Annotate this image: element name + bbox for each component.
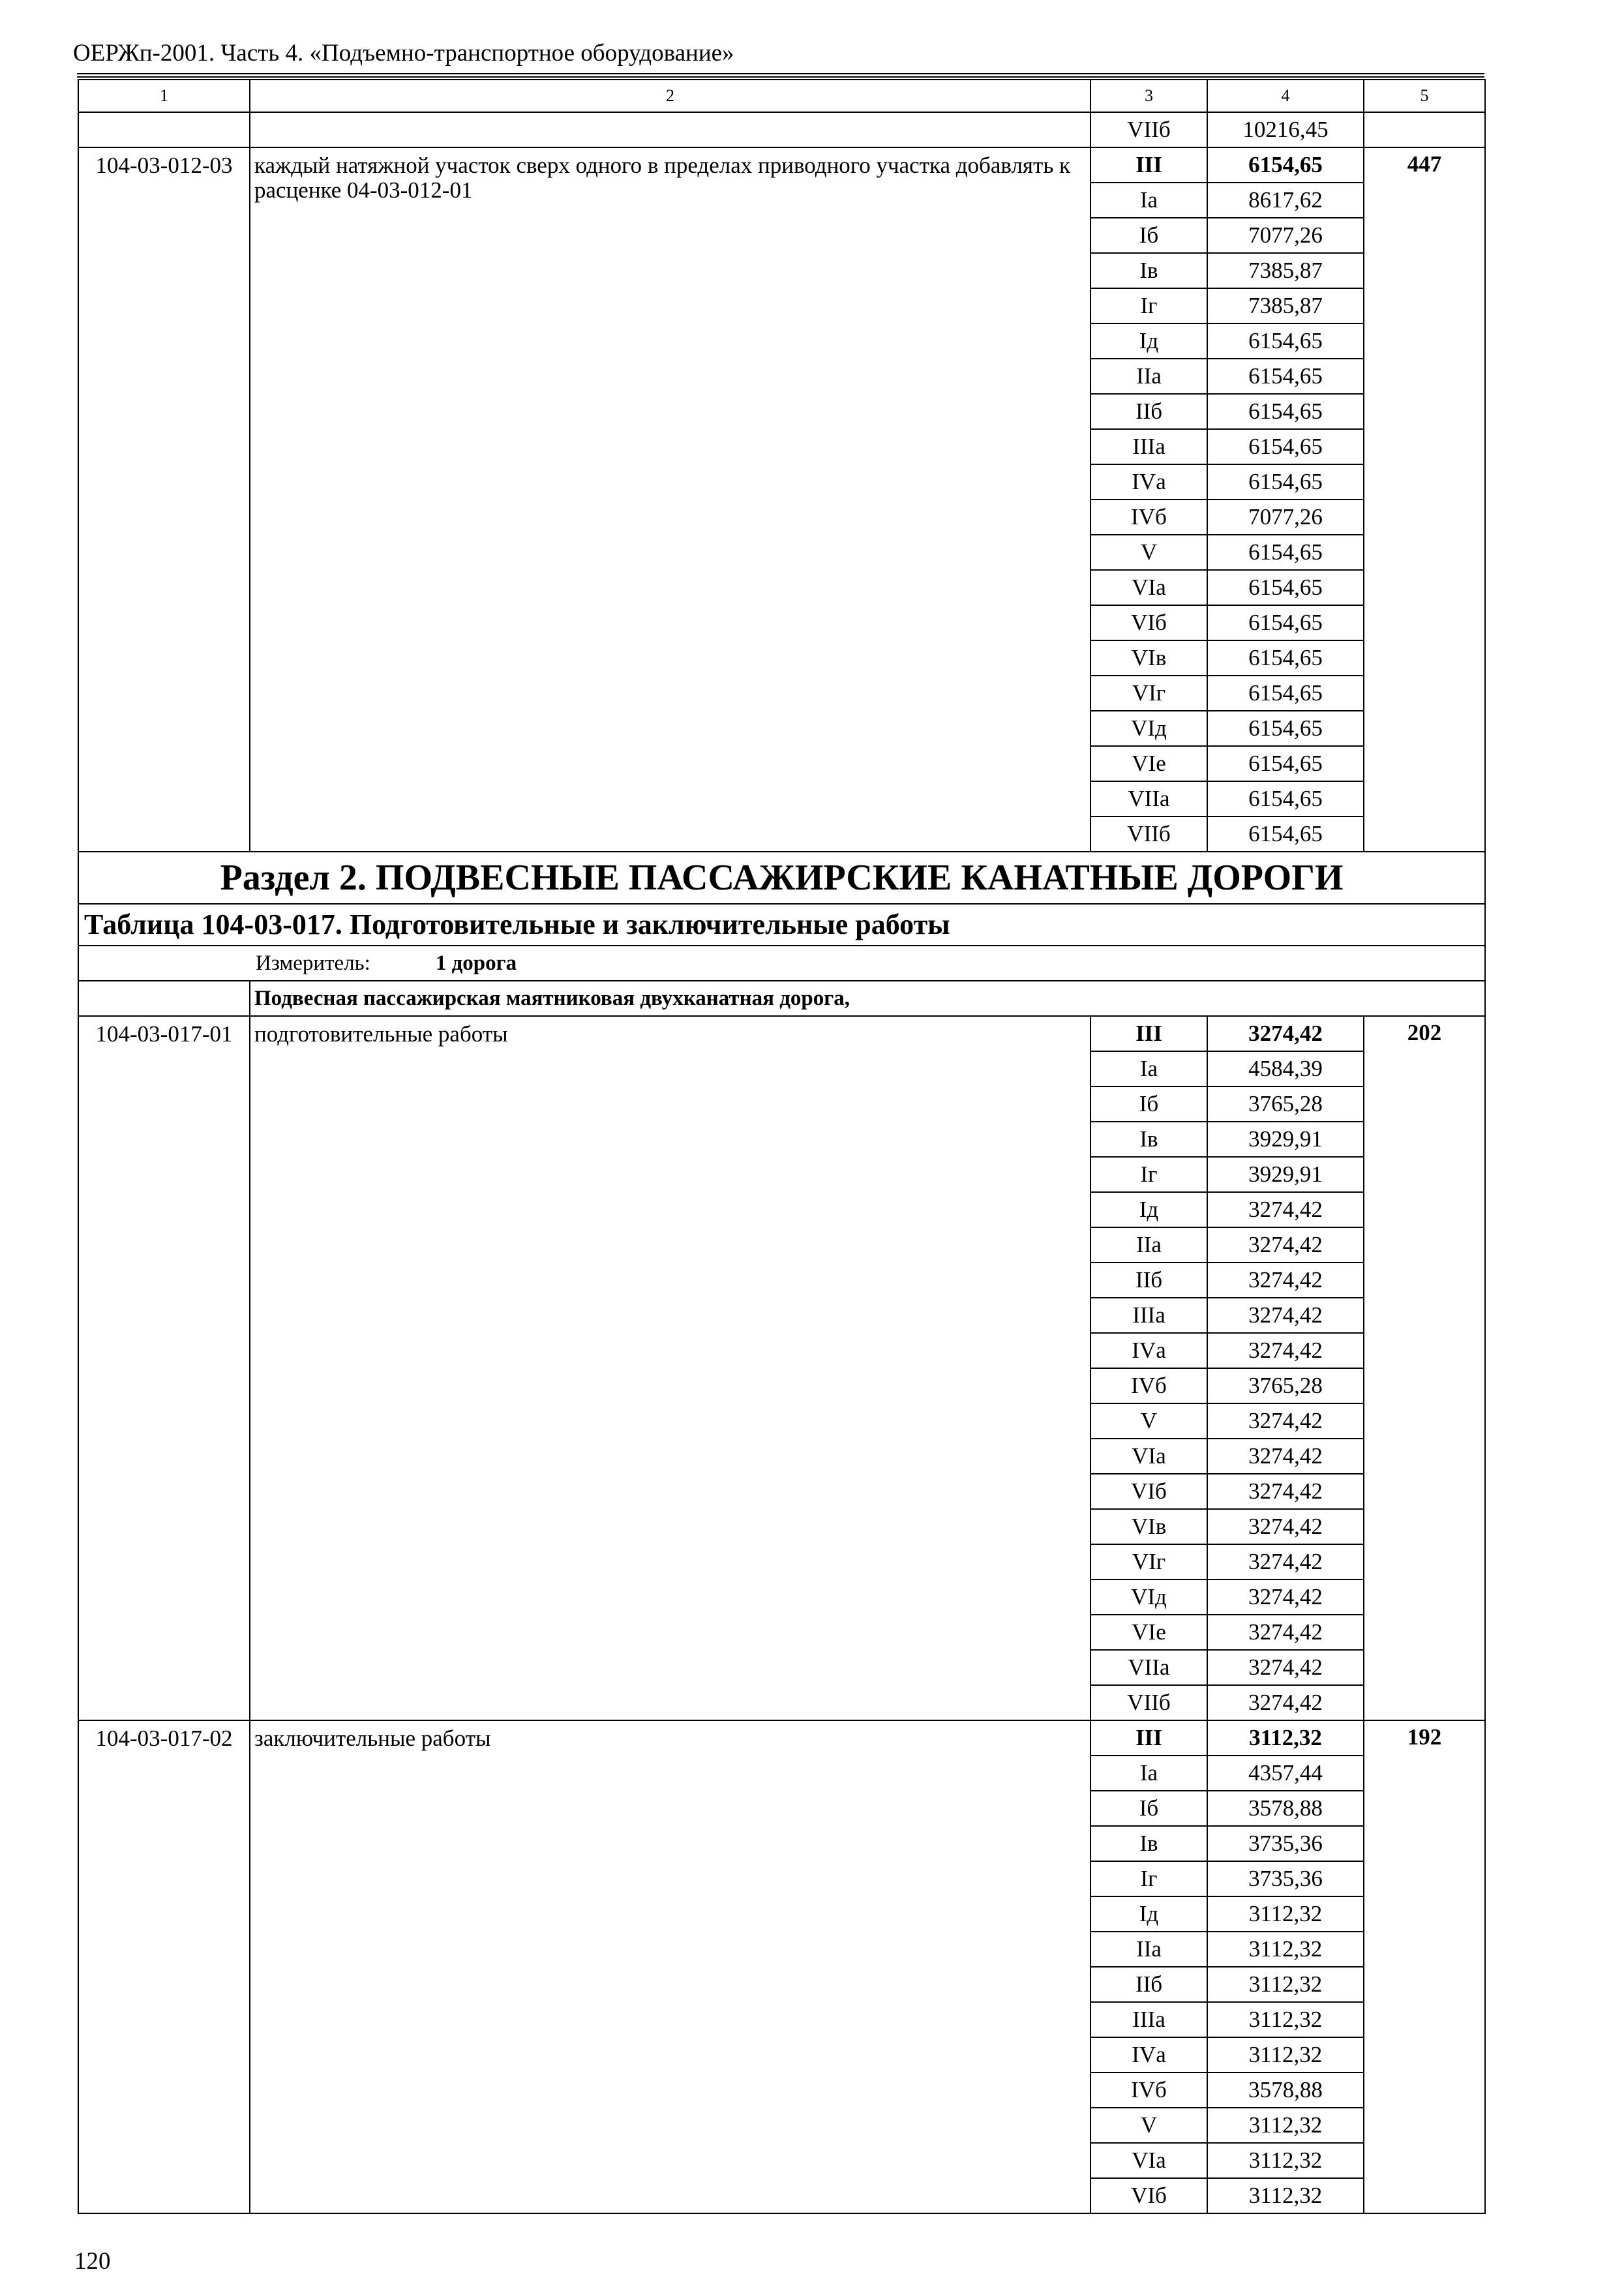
zone-cell: Iб — [1090, 218, 1207, 253]
price-cell: 3112,32 — [1207, 1896, 1364, 1932]
description-cell: каждый натяжной участок сверх одного в пределах приводного участка добавлять к расценке 04-03-012-01 — [250, 147, 1090, 852]
price-cell: 3274,42 — [1207, 1192, 1364, 1227]
zone-cell: IIа — [1090, 1932, 1207, 1967]
page-number: 120 — [74, 2248, 111, 2275]
price-cell: 3112,32 — [1207, 2108, 1364, 2143]
zone-cell: VIа — [1090, 570, 1207, 605]
price-cell: 3274,42 — [1207, 1333, 1364, 1368]
table-row — [78, 1720, 1485, 1756]
zone-cell: Iб — [1090, 1791, 1207, 1826]
zone-cell: Iд — [1090, 1896, 1207, 1932]
zone-cell: VIг — [1090, 1544, 1207, 1579]
price-cell: 3274,42 — [1207, 1544, 1364, 1579]
extra-cell: 447 — [1364, 147, 1485, 852]
description-cell: подготовительные работы — [250, 1016, 1090, 1720]
price-cell: 3578,88 — [1207, 2072, 1364, 2108]
description-cell: заключительные работы — [250, 1720, 1090, 2213]
zone-cell: IVб — [1090, 2072, 1207, 2108]
price-cell: 6154,65 — [1207, 605, 1364, 640]
code-cell: 104-03-017-02 — [78, 1720, 250, 2213]
zone-cell: VIа — [1090, 1439, 1207, 1474]
price-cell: 6154,65 — [1207, 640, 1364, 676]
column-number: 5 — [1364, 80, 1485, 112]
zone-cell: VIе — [1090, 746, 1207, 781]
price-cell: 6154,65 — [1207, 535, 1364, 570]
zone-cell: V — [1090, 2108, 1207, 2143]
price-cell: 3112,32 — [1207, 1932, 1364, 1967]
price-cell: 3274,42 — [1207, 1263, 1364, 1298]
price-cell: 3735,36 — [1207, 1861, 1364, 1896]
zone-cell: VIв — [1090, 640, 1207, 676]
zone-cell: IVа — [1090, 2037, 1207, 2072]
measure-value: 1 дорога — [435, 951, 517, 975]
price-cell: 6154,65 — [1207, 676, 1364, 711]
price-cell: 3112,32 — [1207, 1967, 1364, 2002]
price-cell: 4357,44 — [1207, 1756, 1364, 1791]
zone-cell: Iд — [1090, 1192, 1207, 1227]
zone-cell: V — [1090, 535, 1207, 570]
price-cell: 4584,39 — [1207, 1051, 1364, 1086]
zone-cell: VIв — [1090, 1509, 1207, 1544]
price-cell: 3274,42 — [1207, 1650, 1364, 1685]
price-cell: 7077,26 — [1207, 218, 1364, 253]
measure-row — [78, 946, 1485, 981]
zone-cell: III — [1090, 147, 1207, 183]
price-cell: 6154,65 — [1207, 464, 1364, 500]
zone-cell: IIа — [1090, 359, 1207, 394]
price-cell: 3274,42 — [1207, 1227, 1364, 1263]
price-cell: 6154,65 — [1207, 816, 1364, 852]
price-cell: 7385,87 — [1207, 253, 1364, 288]
price-cell: 3112,32 — [1207, 2002, 1364, 2037]
zone-cell: VIIб — [1090, 816, 1207, 852]
zone-cell: Iв — [1090, 1826, 1207, 1861]
zone-cell: VIг — [1090, 676, 1207, 711]
description-cell — [250, 112, 1090, 147]
price-cell: 6154,65 — [1207, 746, 1364, 781]
extra-cell: 202 — [1364, 1016, 1485, 1720]
price-cell: 6154,65 — [1207, 429, 1364, 464]
price-cell: 6154,65 — [1207, 359, 1364, 394]
section-title: Раздел 2. ПОДВЕСНЫЕ ПАССАЖИРСКИЕ КАНАТНЫЕ ДОРОГИ — [78, 852, 1485, 904]
zone-cell: Iа — [1090, 1051, 1207, 1086]
zone-cell: IVб — [1090, 1368, 1207, 1403]
code-cell — [78, 981, 250, 1016]
zone-cell: VIIб — [1090, 112, 1207, 147]
price-cell: 3274,42 — [1207, 1403, 1364, 1439]
zone-cell: VIд — [1090, 711, 1207, 746]
zone-cell: VIIа — [1090, 1650, 1207, 1685]
zone-cell: IIа — [1090, 1227, 1207, 1263]
header-rule-secondary — [77, 76, 1484, 78]
rates-table-body — [78, 80, 1485, 2213]
column-number: 4 — [1207, 80, 1364, 112]
zone-cell: III — [1090, 1016, 1207, 1051]
zone-cell: VIе — [1090, 1615, 1207, 1650]
zone-cell: Iв — [1090, 253, 1207, 288]
measure-label: Измеритель: — [256, 951, 370, 975]
price-cell: 6154,65 — [1207, 781, 1364, 816]
price-cell: 6154,65 — [1207, 394, 1364, 429]
price-cell: 3274,42 — [1207, 1474, 1364, 1509]
zone-cell: IVа — [1090, 1333, 1207, 1368]
price-cell: 8617,62 — [1207, 183, 1364, 218]
price-cell: 10216,45 — [1207, 112, 1364, 147]
subheading-row — [78, 981, 1485, 1016]
table-row — [78, 112, 1485, 147]
price-cell: 6154,65 — [1207, 711, 1364, 746]
table-title: Таблица 104-03-017. Подготовительные и заключительные работы — [78, 904, 1485, 946]
column-number-row — [78, 80, 1485, 112]
zone-cell: VIб — [1090, 605, 1207, 640]
zone-cell: IIIа — [1090, 1298, 1207, 1333]
zone-cell: IIб — [1090, 394, 1207, 429]
section-row — [78, 852, 1485, 904]
header-rule — [77, 73, 1484, 74]
price-cell: 3274,42 — [1207, 1298, 1364, 1333]
zone-cell: IIIа — [1090, 2002, 1207, 2037]
price-cell: 3112,32 — [1207, 2037, 1364, 2072]
price-cell: 3112,32 — [1207, 2178, 1364, 2213]
zone-cell: VIIа — [1090, 781, 1207, 816]
zone-cell: III — [1090, 1720, 1207, 1756]
zone-cell: Iг — [1090, 1861, 1207, 1896]
price-cell: 3578,88 — [1207, 1791, 1364, 1826]
zone-cell: IIб — [1090, 1967, 1207, 2002]
price-cell: 3274,42 — [1207, 1439, 1364, 1474]
price-cell: 3929,91 — [1207, 1122, 1364, 1157]
price-cell: 3765,28 — [1207, 1086, 1364, 1122]
zone-cell: IVб — [1090, 500, 1207, 535]
zone-cell: Iб — [1090, 1086, 1207, 1122]
price-cell: 3112,32 — [1207, 2143, 1364, 2178]
zone-cell: Iа — [1090, 183, 1207, 218]
zone-cell: VIб — [1090, 1474, 1207, 1509]
price-cell: 3735,36 — [1207, 1826, 1364, 1861]
table-title-row — [78, 904, 1485, 946]
zone-cell: VIб — [1090, 2178, 1207, 2213]
table-row — [78, 1016, 1485, 1051]
zone-cell: IIб — [1090, 1263, 1207, 1298]
price-cell: 3274,42 — [1207, 1685, 1364, 1720]
zone-cell: IIIа — [1090, 429, 1207, 464]
price-cell: 3112,32 — [1207, 1720, 1364, 1756]
measure-cell — [78, 946, 1485, 981]
price-cell: 7077,26 — [1207, 500, 1364, 535]
zone-cell: VIIб — [1090, 1685, 1207, 1720]
price-cell: 3274,42 — [1207, 1509, 1364, 1544]
zone-cell: IVа — [1090, 464, 1207, 500]
zone-cell: Iг — [1090, 288, 1207, 323]
price-cell: 6154,65 — [1207, 147, 1364, 183]
table-row — [78, 147, 1485, 183]
code-cell: 104-03-017-01 — [78, 1016, 250, 1720]
column-number: 3 — [1090, 80, 1207, 112]
code-cell — [78, 112, 250, 147]
zone-cell: VIа — [1090, 2143, 1207, 2178]
price-cell: 6154,65 — [1207, 570, 1364, 605]
zone-cell: Iд — [1090, 323, 1207, 359]
price-cell: 3765,28 — [1207, 1368, 1364, 1403]
page-header: ОЕРЖп-2001. Часть 4. «Подъемно-транспортное оборудование» — [73, 40, 734, 67]
price-cell: 6154,65 — [1207, 323, 1364, 359]
zone-cell: V — [1090, 1403, 1207, 1439]
code-cell: 104-03-012-03 — [78, 147, 250, 852]
rates-table — [78, 79, 1486, 2214]
price-cell: 3274,42 — [1207, 1016, 1364, 1051]
price-cell: 3929,91 — [1207, 1157, 1364, 1192]
subheading: Подвесная пассажирская маятниковая двухканатная дорога, — [250, 981, 1485, 1016]
extra-cell: 192 — [1364, 1720, 1485, 2213]
zone-cell: Iа — [1090, 1756, 1207, 1791]
zone-cell: Iв — [1090, 1122, 1207, 1157]
zone-cell: VIд — [1090, 1579, 1207, 1615]
column-number: 1 — [78, 80, 250, 112]
extra-cell — [1364, 112, 1485, 147]
zone-cell: Iг — [1090, 1157, 1207, 1192]
price-cell: 3274,42 — [1207, 1579, 1364, 1615]
price-cell: 7385,87 — [1207, 288, 1364, 323]
price-cell: 3274,42 — [1207, 1615, 1364, 1650]
column-number: 2 — [250, 80, 1090, 112]
